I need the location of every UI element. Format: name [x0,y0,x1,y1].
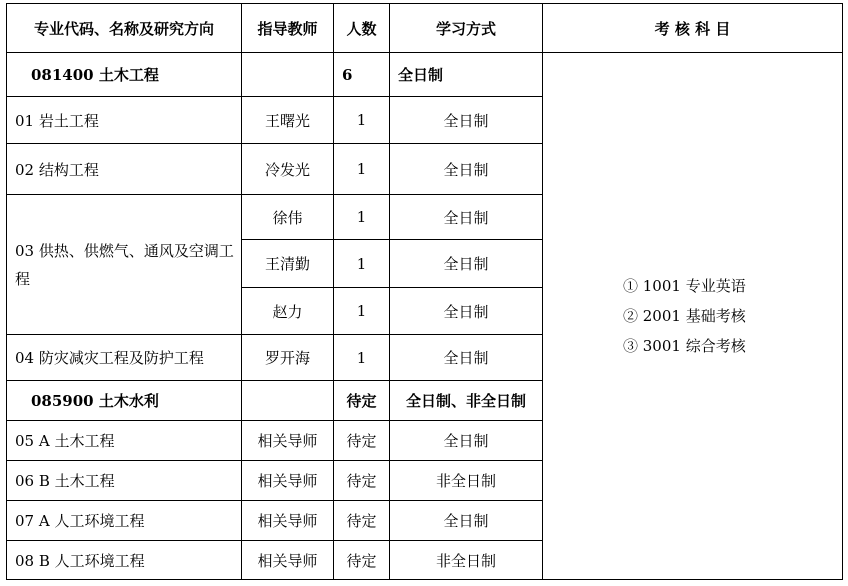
table-row-major: 07 A 人工环境工程 [6,500,242,541]
table-row-supervisor: 冷发光 [241,143,334,195]
exam-subject: ① 1001 专业英语 [623,277,746,295]
table-row-supervisor: 相关导师 [241,420,334,461]
table-row-count: 1 [333,194,390,240]
table-row-mode: 全日制 [389,96,543,144]
table-row-mode: 全日制 [389,143,543,195]
group-mode: 全日制、非全日制 [389,380,543,421]
header-mode: 学习方式 [389,3,543,53]
table-row-count: 待定 [333,540,390,580]
table-row-supervisor: 王曙光 [241,96,334,144]
table-row-supervisor: 相关导师 [241,500,334,541]
table-row-mode: 全日制 [389,287,543,335]
table-row-count: 待定 [333,500,390,541]
table-row-count: 1 [333,143,390,195]
table-row-major: 08 B 人工环境工程 [6,540,242,580]
table-row-supervisor: 徐伟 [241,194,334,240]
exam-subject: ② 2001 基础考核 [623,307,746,325]
group-count: 待定 [333,380,390,421]
table-row-supervisor: 相关导师 [241,460,334,501]
group-supervisor-empty [241,380,334,421]
table-row-mode: 全日制 [389,239,543,288]
group-title-civil-hydraulic: 085900 土木水利 [6,380,242,421]
table-row-supervisor: 王清勤 [241,239,334,288]
table-row-count: 1 [333,287,390,335]
table-row-major: 04 防灾减灾工程及防护工程 [6,334,242,381]
table-row-mode: 非全日制 [389,540,543,580]
table-row-supervisor: 相关导师 [241,540,334,580]
table-row-count: 待定 [333,420,390,461]
table-row-mode: 非全日制 [389,460,543,501]
header-major: 专业代码、名称及研究方向 [6,3,242,53]
exam-subject: ③ 3001 综合考核 [623,337,746,355]
table-row-major: 05 A 土木工程 [6,420,242,461]
table-row-major: 06 B 土木工程 [6,460,242,501]
exam-subjects-cell [542,52,843,580]
header-exam: 考 核 科 目 [542,3,843,53]
table-row-count: 待定 [333,460,390,501]
table-row-count: 1 [333,96,390,144]
group-mode: 全日制 [389,52,543,97]
table-row-major: 03 供热、供燃气、通风及空调工程 [6,194,242,335]
table-row-count: 1 [333,239,390,288]
table-row-supervisor: 罗开海 [241,334,334,381]
table-row-count: 1 [333,334,390,381]
table-row-major: 02 结构工程 [6,143,242,195]
group-supervisor-empty [241,52,334,97]
table-row-mode: 全日制 [389,334,543,381]
header-count: 人数 [333,3,390,53]
table-row-supervisor: 赵力 [241,287,334,335]
admission-table [7,4,843,580]
group-count: 6 [333,52,390,97]
table-row-mode: 全日制 [389,500,543,541]
group-title-civil-engineering: 081400 土木工程 [6,52,242,97]
table-row-mode: 全日制 [389,194,543,240]
table-row-mode: 全日制 [389,420,543,461]
header-supervisor: 指导教师 [241,3,334,53]
table-row-major: 01 岩土工程 [6,96,242,144]
